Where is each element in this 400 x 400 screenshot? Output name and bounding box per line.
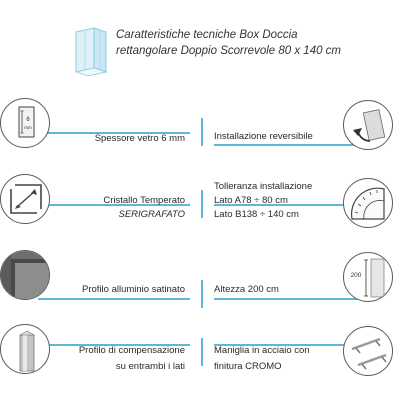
glass-thickness-label: Spessore vetro 6 mm — [94, 133, 185, 144]
feature-row-2 — [0, 174, 400, 254]
center-divider — [201, 280, 203, 308]
compensation-profile-icon — [0, 324, 50, 374]
aluminium-profile-icon — [0, 250, 50, 300]
compensation-label-line1: Profilo di compensazione — [78, 345, 185, 356]
tolerance-side-b — [214, 208, 299, 221]
side-a-value: 78 ÷ 80 cm — [240, 195, 288, 206]
tolerance-side-a — [214, 194, 288, 207]
page-title — [116, 27, 396, 59]
glass-thickness-icon — [0, 98, 50, 148]
handle-label-line2: finitura CROMO — [214, 361, 282, 372]
compensation-label-line2: su entrambi i lati — [115, 361, 185, 372]
glass-thickness-value: 6 — [26, 117, 30, 123]
feature-row-4 — [0, 324, 400, 400]
tempered-glass-label: Cristallo Temperato — [103, 195, 185, 206]
side-b-label: Lato B — [214, 209, 242, 220]
divider-line — [214, 144, 362, 146]
center-divider — [201, 190, 203, 218]
height-icon — [343, 252, 393, 302]
reversible-install-label: Installazione reversibile — [214, 131, 313, 142]
protractor-icon — [343, 178, 393, 228]
handle-label-line1: Maniglia in acciaio con — [214, 345, 310, 356]
shower-box-icon — [72, 24, 108, 76]
divider-line — [214, 298, 362, 300]
side-b-value: 138 ÷ 140 cm — [241, 209, 299, 220]
reversible-install-icon — [343, 100, 393, 150]
side-a-label: Lato A — [214, 195, 241, 206]
aluminium-profile-label: Profilo alluminio satinato — [82, 284, 185, 295]
center-divider — [201, 118, 203, 146]
page-title-line2: rettangolare Doppio Scorrevole 80 x 140 cm — [116, 45, 342, 57]
chrome-handle-icon — [343, 326, 393, 376]
height-label: Altezza 200 cm — [214, 284, 279, 295]
height-icon-value: 200 — [350, 272, 362, 279]
tempered-glass-icon — [0, 174, 50, 224]
tolerance-label: Tolleranza installazione — [214, 181, 313, 192]
page-title-line1: Caratteristiche tecniche Box Doccia — [116, 29, 298, 41]
tempered-glass-sublabel: SERIGRAFATO — [118, 209, 185, 220]
divider-line — [38, 298, 190, 300]
feature-row-1 — [0, 98, 400, 178]
header — [0, 0, 400, 90]
feature-row-3 — [0, 250, 400, 330]
center-divider — [201, 338, 203, 366]
glass-thickness-unit: mm — [24, 125, 32, 130]
